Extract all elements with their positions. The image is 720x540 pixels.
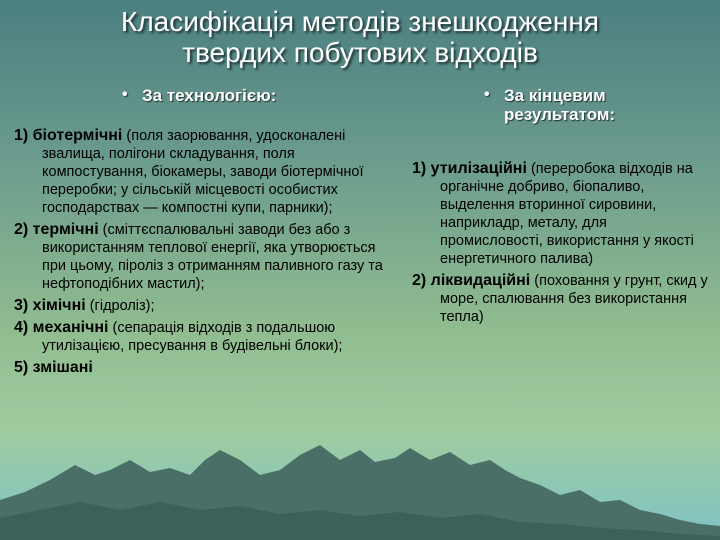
item-label: 5) змішані <box>14 359 93 376</box>
slide-title-line1: Класифікація методів знешкодження <box>121 6 599 37</box>
item-description: (гідроліз); <box>85 298 155 314</box>
result-heading <box>476 86 710 124</box>
technology-heading <box>114 86 392 105</box>
item-label: 2) ліквидаційні <box>412 272 531 289</box>
technology-item-thermal <box>14 221 392 293</box>
technology-item-mixed <box>14 359 392 377</box>
item-description: (поля заорювання, удосконалені звалища, полігони складування, поля компостування, біокамеры, заводи біотермічної переробки; у сільській місцевості особистих господарствах — компостні купи, парники); <box>42 128 364 216</box>
item-description: (переробока відходів на органічне добриво, біопаливо, выделення вторинної сировини, наприкладр, металу, для промисловості, використання у якості енергетичного палива) <box>440 161 694 267</box>
item-description: (поховання у грунт, скид у море, спалювання без використання тепла) <box>440 273 708 325</box>
technology-column <box>14 86 392 377</box>
technology-item-mechanical <box>14 319 392 355</box>
item-label: 2) термічні <box>14 221 99 238</box>
bullet-icon: • <box>484 86 490 103</box>
bullet-icon: • <box>122 86 128 103</box>
item-description: (сміттєспалювальні заводи без або з використанням теплової енергії, яка утворюється при цьому, піроліз з отриманням паливного газу та нефтоподібних мастил); <box>42 222 383 292</box>
slide-title <box>0 6 720 68</box>
item-label: 1) утилізаційні <box>412 160 527 177</box>
result-item-utilization <box>412 160 710 268</box>
result-column <box>412 86 710 326</box>
item-label: 3) хімічні <box>14 297 86 314</box>
result-item-liquidation <box>412 272 710 326</box>
slide-title-line2: твердих побутових відходів <box>182 37 538 68</box>
item-label: 1) біотермічні <box>14 127 123 144</box>
technology-heading-text: За технологією: <box>142 86 277 105</box>
item-label: 4) механічні <box>14 319 109 336</box>
technology-item-biothermal <box>14 127 392 217</box>
mountain-silhouette-icon <box>0 430 720 540</box>
result-heading-text: За кінцевим результатом: <box>504 86 616 124</box>
technology-item-chemical <box>14 297 392 315</box>
item-description: (сепарація відходів з подальшою утилізацією, пресування в будівельні блоки); <box>42 320 343 354</box>
